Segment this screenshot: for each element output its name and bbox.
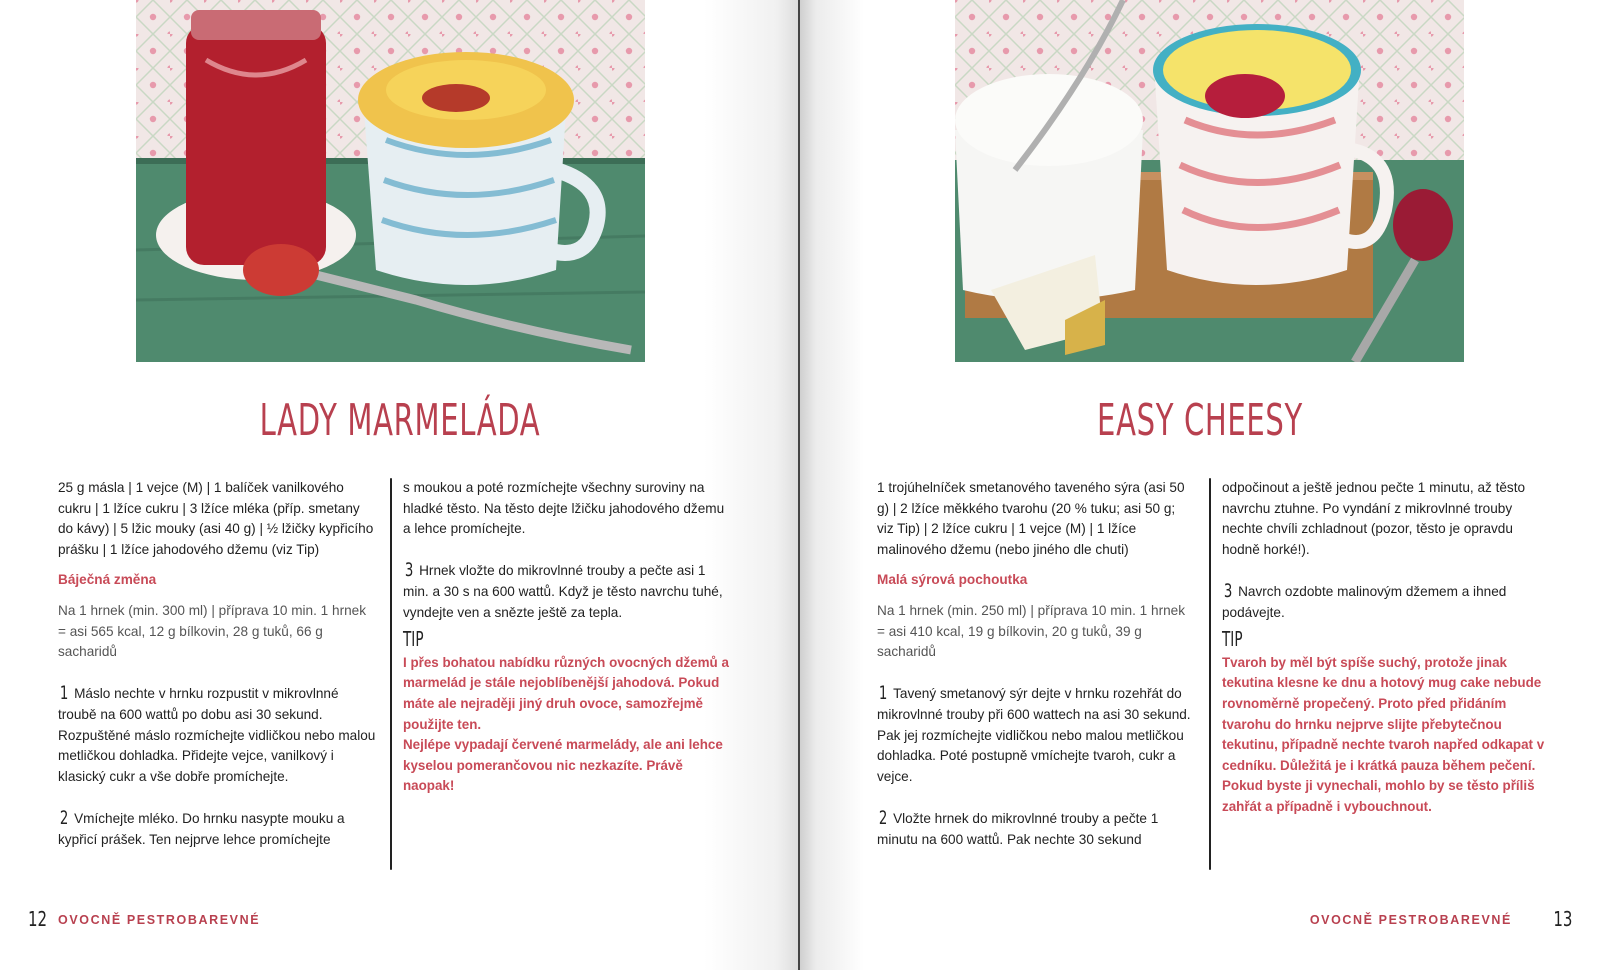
right-page bbox=[800, 0, 1600, 970]
spacer bbox=[1222, 560, 1552, 581]
column-divider bbox=[390, 478, 392, 870]
step-1 bbox=[58, 683, 376, 787]
recipe-meta: Na 1 hrnek (min. 250 ml) | příprava 10 min. 1 hrnek = asi 410 kcal, 19 g bílkovin, 20 g tuků, 39 g sacharidů bbox=[877, 602, 1186, 660]
step-1 bbox=[877, 683, 1195, 787]
book-spine bbox=[798, 0, 800, 970]
step-text: Navrch ozdobte malinovým džemem a ihned podávejte. bbox=[1222, 583, 1507, 620]
recipe-subhead: Báječná změna bbox=[58, 572, 157, 588]
spacer bbox=[58, 787, 376, 808]
tip-text: Tvaroh by měl být spíše suchý, protože jinak tekutina klesne ke dnu a hotový mug cake nebude rovnoměrně propečený. Proto před přidáním tvarohu do hrnku nejprve slijte přebytečnou tekutinu, případně nechte tvaroh napřed odkapat v cedníku. Důležitá je i krátká pauza během pečení. Pokud byste ji vynechali, mohlo by se těsto příliš zahřát a případně i vybouchnout. bbox=[1222, 654, 1545, 814]
page-number: 12 bbox=[28, 907, 48, 931]
step-3 bbox=[403, 560, 733, 623]
spacer bbox=[877, 663, 1195, 684]
tip-heading: TIP bbox=[403, 627, 424, 652]
recipe-column-1 bbox=[877, 478, 1195, 850]
recipe-column-1 bbox=[58, 478, 376, 850]
running-head: OVOCNĚ PESTROBAREVNÉ bbox=[1309, 913, 1512, 927]
step-number: 3 bbox=[1223, 579, 1233, 602]
recipe-subhead: Malá sýrová pochoutka bbox=[877, 572, 1028, 588]
step-text: Tavený smetanový sýr dejte v hrnku rozehřát do mikrovlnné trouby při 600 wattech na asi 30 sekund. Pak jej rozmíchejte vidličkou nebo malou metličkou dohladka. Poté postupně vmíchejte tvaroh, cukr a vejce. bbox=[877, 686, 1191, 784]
step-text: Vložte hrnek do mikrovlnné trouby a pečte 1 minutu na 600 wattů. Pak nechte 30 sekund bbox=[877, 810, 1159, 847]
step-3 bbox=[1222, 581, 1552, 623]
recipe-title: LADY MARMELÁDA bbox=[259, 395, 541, 446]
mug-cake-jam-photo bbox=[136, 0, 645, 362]
spacer bbox=[877, 787, 1195, 808]
ingredients-list: 1 trojúhelníček smetanového taveného sýra (asi 50 g) | 2 lžíce měkkého tvarohu (20 % tuku; asi 50 g; viz Tip) | 2 lžíce cukru | 1 vejce (M) | 1 lžíce malinového džemu (nebo jiného dle chuti) bbox=[877, 480, 1185, 557]
step-2 bbox=[58, 808, 376, 850]
ingredients-list: 25 g másla | 1 vejce (M) | 1 balíček vanilkového cukru | 1 lžíce cukru | 3 lžíce mléka (příp. smetany do kávy) | 5 lžic mouky (asi 40 g) | ½ lžičky kypřicího prášku | 1 lžíce jahodového džemu (viz Tip) bbox=[58, 480, 374, 557]
step-2 bbox=[877, 808, 1195, 850]
mug-cake-cheese-photo bbox=[955, 0, 1464, 362]
recipe-meta: Na 1 hrnek (min. 300 ml) | příprava 10 min. 1 hrnek = asi 565 kcal, 12 g bílkovin, 28 g tuků, 66 g sacharidů bbox=[58, 602, 367, 660]
running-head: OVOCNĚ PESTROBAREVNÉ bbox=[58, 913, 261, 927]
step-text: Hrnek vložte do mikrovlnné trouby a pečte asi 1 min. a 30 s na 600 wattů. Když je těsto navrchu tuhé, vyndejte ven a snězte ještě za tepla. bbox=[403, 563, 723, 620]
step-2-continued: s moukou a poté rozmíchejte všechny suroviny na hladké těsto. Na těsto dejte lžičku jahodového džemu a lehce promíchejte. bbox=[403, 480, 725, 537]
step-number: 3 bbox=[404, 559, 414, 582]
page-number: 13 bbox=[1552, 907, 1572, 931]
step-number: 2 bbox=[59, 806, 69, 829]
tip-text: I přes bohatou nabídku různých ovocných džemů a marmelád je stále nejoblíbenější jahodová. Pokud máte ale nejraději jiný druh ovoce, samozřejmě použijte ten. bbox=[403, 654, 729, 732]
spacer bbox=[403, 540, 733, 561]
step-text: Máslo nechte v hrnku rozpustit v mikrovlnné troubě na 600 wattů po dobu asi 30 sekund. Rozpuštěné máslo rozmíchejte vidličkou nebo malou metličkou dohladka. Přidejte vejce, vanilkový i klasický cukr a vše dobře promíchejte. bbox=[58, 686, 376, 784]
step-text: Vmíchejte mléko. Do hrnku nasypte mouku a kypřicí prášek. Ten nejprve lehce promíchejte bbox=[58, 810, 345, 847]
tip-heading: TIP bbox=[1222, 627, 1243, 652]
recipe-column-2 bbox=[403, 478, 733, 797]
recipe-title: EASY CHEESY bbox=[1097, 395, 1303, 446]
step-number: 1 bbox=[878, 682, 888, 705]
column-divider bbox=[1209, 478, 1211, 870]
step-number: 1 bbox=[59, 682, 69, 705]
step-number: 2 bbox=[878, 806, 888, 829]
recipe-column-2 bbox=[1222, 478, 1552, 818]
tip-text-2: Nejlépe vypadají červené marmelády, ale ani lehce kyselou pomerančovou nic nezkazíte. Právě naopak! bbox=[403, 737, 723, 794]
step-2-continued: odpočinout a ještě jednou pečte 1 minutu, až těsto navrchu ztuhne. Po vyndání z mikrovlnné trouby nechte chvíli zchladnout (pozor, těsto je opravdu hodně horké!). bbox=[1222, 480, 1526, 557]
spacer bbox=[58, 663, 376, 684]
